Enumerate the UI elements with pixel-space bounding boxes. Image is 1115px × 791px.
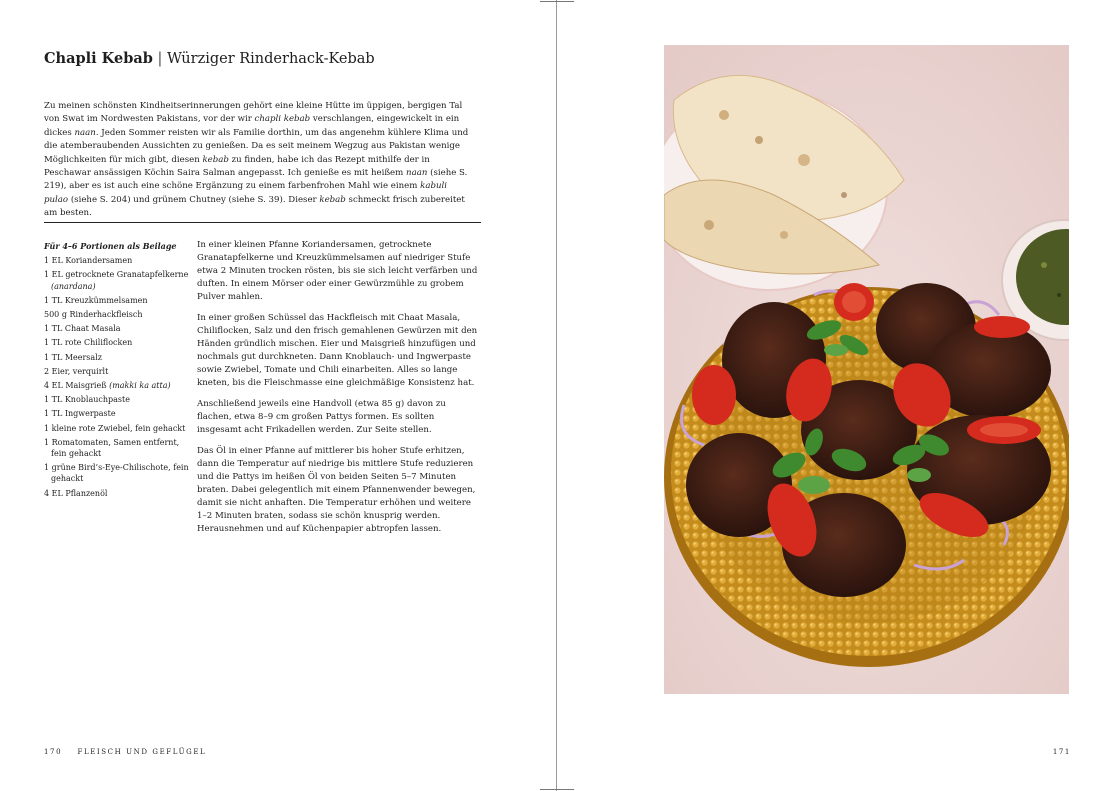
ingredient-item [44,269,189,291]
ingredient-item: 1 Romatomaten, Samen entfernt, fein gehackt [44,437,180,459]
intro-text: verschlangen, eingewickelt in ein dickes [44,114,460,138]
recipe-title [44,50,375,67]
page-number: 171 [1052,748,1071,756]
ingredient-note: (makki ka atta) [109,381,171,391]
ingredients-list [44,241,189,502]
ingredient-item: 1 TL Chaat Masala [44,324,121,334]
ingredient-text: 4 EL Maisgrieß [44,381,110,391]
recipe-title-separator: | [157,51,163,67]
intro-paragraph [44,100,469,221]
intro-italic: kabuli pulao [44,181,448,205]
intro-text: (siehe S. 219), aber es ist auch eine schöne Ergänzung zu einem farbenfrohen Mahl wie einem [44,168,468,192]
ingredient-note: (anardana) [51,281,96,291]
servings-heading: Für 4–6 Portionen als Beilage [44,241,177,251]
intro-text: . Jeden Sommer reisten wir als Familie dorthin, um das angenehm kühlere Klima und die atemberaubenden Aussichten zu genießen. Da es seit meinem Wegzug aus Pakistan wenige Möglichkeiten für mich gibt, diesen [44,127,469,165]
intro-italic: kebab [202,154,229,165]
intro-text: zu finden, habe ich das Rezept mithilfe der in Peschawar ansässigen Köchin Saira Salman angepasst. Ich genieße es mit heißem [44,154,430,179]
method-step: In einer großen Schüssel das Hackfleisch mit Chaat Masala, Chiliflocken, Salz und den frisch gemahlenen Gewürzen mit den Händen gründlich mischen. Eier und Maisgrieß hinzufügen und nochmals gut durchkneten. Dann Knoblauch- und Ingwerpaste sowie Zwiebel, Tomate und Chili einarbeiten. Alles so lange kneten, bis die Fleischmasse eine gleichmäßige Konsistenz hat. [197,313,478,388]
ingredient-item: 1 TL Ingwerpaste [44,409,116,419]
intro-text: schmeckt frisch zubereitet am besten. [44,194,465,219]
ingredient-item: 1 TL Meersalz [44,352,102,362]
ingredient-item [44,380,189,391]
ingredient-item: 1 TL rote Chiliflocken [44,338,133,348]
recipe-title-subtitle: Würziger Rinderhack-Kebab [166,51,375,67]
kebab-plate-illustration [664,45,1069,694]
food-photo [664,45,1069,694]
section-divider [44,222,481,223]
intro-italic: naan [406,168,428,179]
ingredient-item: 1 TL Knoblauchpaste [44,395,130,405]
ingredient-text: 1 EL getrocknete Granatapfelkerne [44,270,189,280]
intro-italic: kebab [319,194,346,205]
left-page [0,0,556,791]
ingredient-item: 2 Eier, verquirlt [44,366,109,376]
method-step: Das Öl in einer Pfanne auf mittlerer bis hoher Stufe erhitzen, dann die Temperatur auf niedrige bis mittlere Stufe reduzieren und die Pattys im heißen Öl von beiden Seiten 5–7 Minuten braten. Dabei gelegentlich mit einem Pfannenwender bewegen, damit sie nicht anhaften. Die Temperatur erhöhen und weitere 1–2 Minuten braten, sodass sie schön knusprig werden. Herausnehmen und auf Küchenpapier abtropfen lassen. [197,446,476,534]
ingredient-item: 1 EL Koriandersamen [44,256,133,266]
intro-italic: naan [74,127,96,138]
ingredient-item: 1 kleine rote Zwiebel, fein gehackt [44,423,186,433]
ingredient-item: 1 grüne Bird’s-Eye-Chilischote, fein gehackt [44,463,189,484]
method-step: Anschließend jeweils eine Handvoll (etwa 85 g) davon zu flachen, etwa 8–9 cm großen Pattys formen. Es sollten insgesamt acht Frikadellen werden. Zur Seite stellen. [197,398,446,435]
ingredient-item: 1 TL Kreuzkümmelsamen [44,295,148,305]
section-name: FLEISCH UND GEFLÜGEL [77,748,207,756]
method-step: In einer kleinen Pfanne Koriandersamen, getrocknete Granatapfelkerne und Kreuzkümmelsamen auf niedriger Stufe etwa 2 Minuten trocken rösten, bis sie sich leicht verfärben und duften. In einem Mörser oder einer Gewürzmühle zu grobem Pulver mahlen. [197,240,478,302]
footer-left [44,748,206,756]
intro-text: Zu meinen schönsten Kindheitserinnerungen gehört eine kleine Hütte im üppigen, bergigen Tal von Swat im Nordwesten Pakistans, vor der wir [44,101,463,125]
method-steps [197,239,481,544]
ingredient-item: 500 g Rinderhackfleisch [44,310,143,320]
ingredient-item: 4 EL Pflanzenöl [44,488,108,498]
page-number: 170 [44,748,63,756]
recipe-title-main: Chapli Kebab [44,50,153,67]
intro-text: (siehe S. 204) und grünem Chutney (siehe S. 39). Dieser [68,194,320,205]
intro-italic: chapli kebab [254,114,311,125]
